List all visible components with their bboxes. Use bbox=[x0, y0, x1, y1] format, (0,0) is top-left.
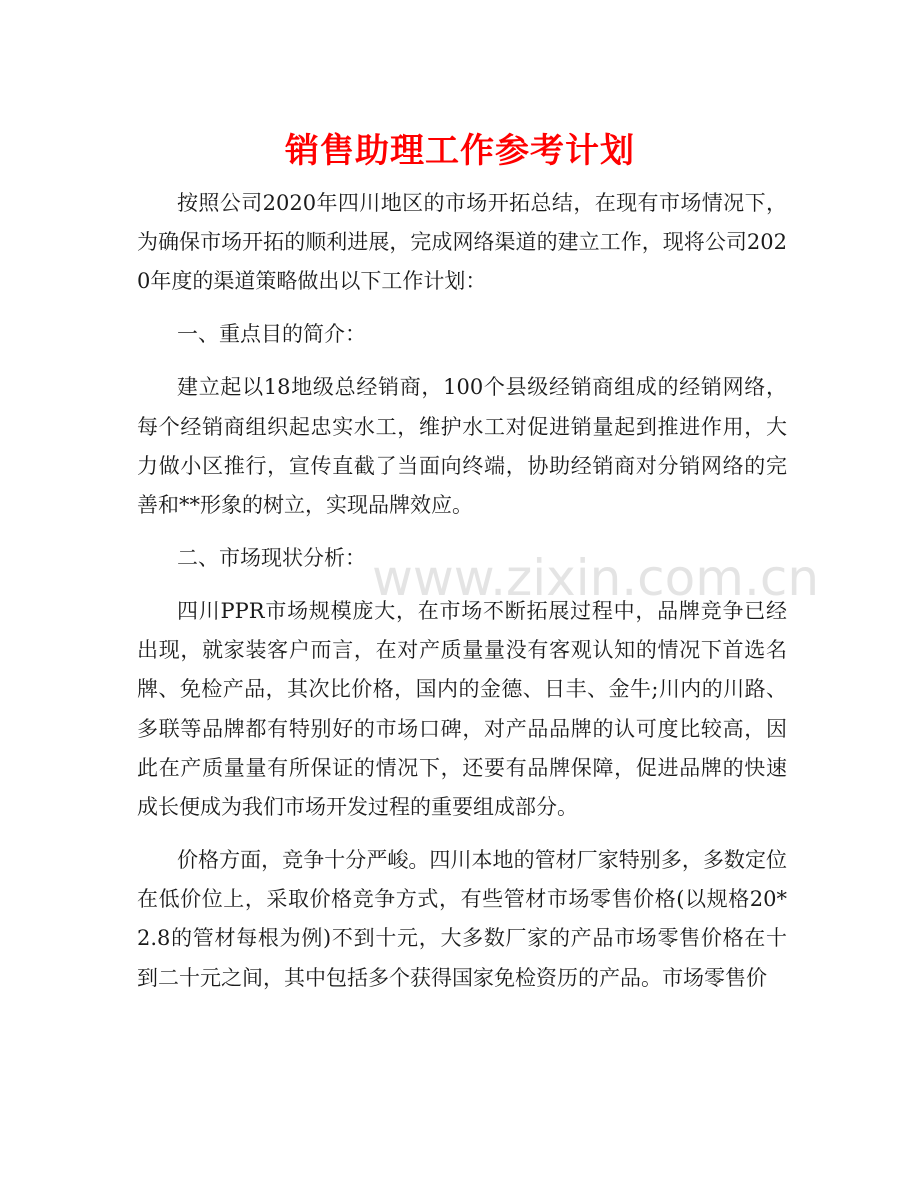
document-title: 销售助理工作参考计划 bbox=[285, 131, 635, 171]
section-heading-goals: 一、重点目的简介： bbox=[177, 322, 366, 347]
section-heading-market: 二、市场现状分析： bbox=[177, 546, 366, 571]
goals-paragraph: 建立起以18地级总经销商，100个县级经销商组成的经销网络，每个经销商组织起忠实水工，维护水工对促进销量起到推进作用，大力做小区推行，宣传直截了当面向终端，协助经销商对分销网络的完善和**形象的树立，实现品牌效应。 bbox=[137, 375, 787, 518]
price-paragraph: 价格方面，竞争十分严峻。四川本地的管材厂家特别多，多数定位在低价位上，采取价格竞争方式，有些管材市场零售价格(以规格20*2.8的管材每根为例)不到十元，大多数厂家的产品市场零售价格在十到二十元之间，其中包括多个获得国家免检资历的产品。市场零售价 bbox=[137, 848, 787, 990]
document-body bbox=[137, 184, 787, 1012]
market-paragraph: 四川PPR市场规模庞大，在市场不断拓展过程中，品牌竞争已经出现，就家装客户而言，在对产质量量没有客观认知的情况下首选名牌、免检产品，其次比价格，国内的金德、日丰、金牛;川内的川路、多联等品牌都有特别好的市场口碑，对产品品牌的认可度比较高，因此在产质量量有所保证的情况下，还要有品牌保障，促进品牌的快速成长便成为我们市场开发过程的重要组成部分。 bbox=[137, 599, 787, 820]
watermark: www.zixin.com.cn bbox=[372, 549, 820, 607]
intro-paragraph: 按照公司2020年四川地区的市场开拓总结，在现有市场情况下，为确保市场开拓的顺利进展，完成网络渠道的建立工作，现将公司2020年度的渠道策略做出以下工作计划： bbox=[137, 191, 787, 294]
